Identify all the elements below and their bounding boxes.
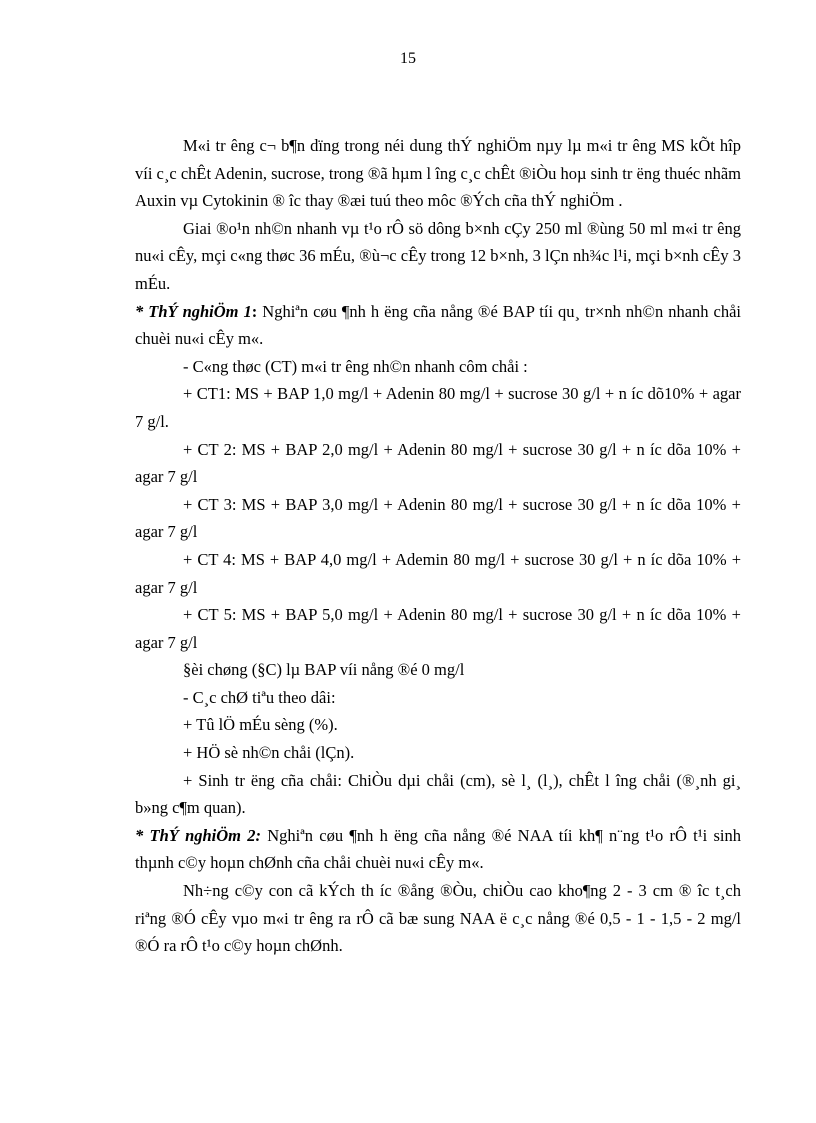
- experiment-2-colon: :: [255, 825, 261, 845]
- paragraph-medium-intro: M«i tr êng c¬ b¶n dïng trong néi dung thÝ nghiÖm nµy lµ m«i tr êng MS kÕt hîp víi c¸c chÊt Adenin, sucrose, trong ®ã hµm l îng c¸c chÊt ®iÒu hoµ sinh tr ëng thuéc nhãm Auxin vµ Cytokinin ® îc thay ®æi tuú theo môc ®Ých cña thÝ nghiÖm .: [135, 136, 741, 211]
- formula-intro: - C«ng thøc (CT) m«i tr êng nh©n nhanh côm chåi :: [183, 356, 528, 376]
- paragraph-stage-description: Giai ®o¹n nh©n nhanh vµ t¹o rÔ sö dông b×nh cÇy 250 ml ®ùng 50 ml m«i tr êng nu«i cÊy, mçi c«ng thøc 36 mÉu, ®ù¬c cÊy trong 12 b×nh, 3 lÇn nh¾c l¹i, mçi b×nh cÊy 3 mÉu.: [135, 218, 741, 293]
- formula-ct1: + CT1: MS + BAP 1,0 mg/l + Adenin 80 mg/l + sucrose 30 g/l + n íc dõ10% + agar 7 g/l.: [135, 384, 741, 431]
- criteria-multiplication: + HÖ sè nh©n chåi (lÇn).: [183, 743, 355, 763]
- formula-ct3: + CT 3: MS + BAP 3,0 mg/l + Adenin 80 mg/l + sucrose 30 g/l + n íc dõa 10% + agar 7 g/l: [135, 494, 741, 542]
- experiment-1-paragraph: [135, 298, 741, 353]
- page-number: 15: [400, 50, 416, 67]
- experiment-1-heading: * ThÝ nghiÖm 1: [135, 301, 252, 321]
- criteria-intro: - C¸c chØ tiªu theo dâi:: [183, 687, 336, 707]
- formula-ct5: + CT 5: MS + BAP 5,0 mg/l + Adenin 80 mg/l + sucrose 30 g/l + n íc dõa 10% + agar 7 g/l: [135, 605, 741, 652]
- experiment-1-text: Nghiªn cøu ¶nh h ëng cña nång ®é BAP tíi qu¸ tr×nh nh©n nhanh chåi chuèi nu«i cÊy m«.: [135, 301, 741, 349]
- experiment-2-text: Nghiªn cøu ¶nh h ëng cña nång ®é NAA tíi kh¶ n¨ng t¹o rÔ t¹i sinh thµnh c©y hoµn chØnh cña chåi chuèi nu«i cÊy m«.: [135, 825, 741, 873]
- experiment-2-heading: * ThÝ nghiÖm 2: [135, 825, 256, 845]
- formula-ct2: + CT 2: MS + BAP 2,0 mg/l + Adenin 80 mg/l + sucrose 30 g/l + n íc dõa 10% + agar 7 g/l: [135, 439, 741, 487]
- experiment-1-colon: :: [251, 301, 258, 321]
- criteria-growth: + Sinh tr ëng cña chåi: ChiÒu dµi chåi (cm), sè l¸ (l¸), chÊt l îng chåi (®¸nh gi¸ b»ng c¶m quan).: [135, 770, 741, 818]
- control-formula: §èi chøng (§C) lµ BAP víi nång ®é 0 mg/l: [183, 660, 465, 680]
- paragraph-rooting-procedure: Nh÷ng c©y con cã kÝch th íc ®ång ®Òu, chiÒu cao kho¶ng 2 - 3 cm ® îc t¸ch riªng ®Ó cÊy vµo m«i tr êng ra rÔ cã bæ sung NAA ë c¸c nång ®é 0,5 - 1 - 1,5 - 2 mg/l ®Ó ra rÔ t¹o c©y hoµn chØnh.: [135, 881, 741, 956]
- formula-ct4: + CT 4: MS + BAP 4,0 mg/l + Ademin 80 mg/l + sucrose 30 g/l + n íc dõa 10% + agar 7 g/l: [135, 549, 741, 597]
- experiment-2-paragraph: [135, 822, 741, 877]
- criteria-survival-rate: + Tû lÖ mÉu sèng (%).: [183, 715, 338, 735]
- document-body: [135, 132, 741, 960]
